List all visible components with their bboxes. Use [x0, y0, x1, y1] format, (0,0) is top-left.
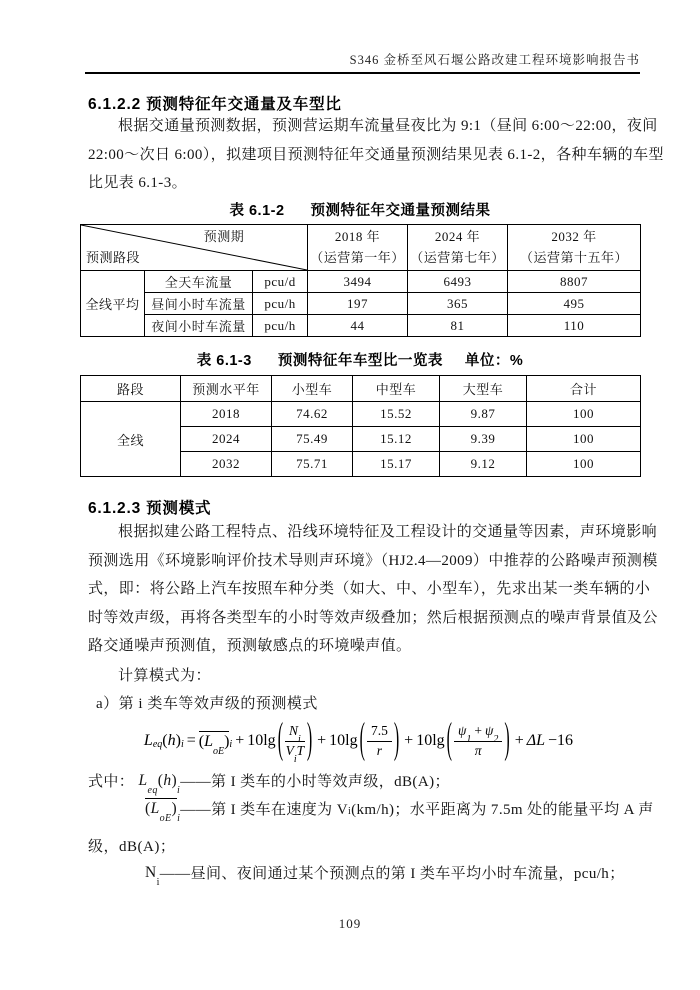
var-psi2: ψ: [484, 722, 494, 738]
var-deltaL: ΔL: [526, 732, 546, 749]
year-cell: 2018: [181, 402, 272, 427]
year-label: 2032 年: [551, 229, 597, 245]
column-header: 小型车: [272, 376, 353, 402]
sub-i: i: [298, 734, 301, 746]
item-a-line: a）第 i 类车等效声级的预测模式: [96, 696, 318, 712]
page-header-title: S346 金桥至风石堰公路改建工程环境影响报告书: [349, 53, 640, 67]
value-cell: 197: [308, 293, 408, 315]
paragraph-line: 预测选用《环境影响评价技术导则声环境》（HJ2.4—2009）中推荐的公路噪声预测模: [88, 552, 658, 569]
plus-sign: +: [317, 732, 327, 749]
plus-sign: +: [235, 732, 245, 749]
value-cell: 110: [508, 315, 641, 337]
sub-i: i: [293, 754, 297, 766]
where-label: 式中：: [88, 774, 135, 790]
value-cell: 74.62: [272, 402, 353, 427]
value-cell: 100: [527, 452, 641, 477]
paren: ): [175, 732, 181, 749]
coef-10lg: 10lg: [247, 732, 276, 749]
metric-unit: pcu/h: [253, 293, 308, 315]
var-LoE: L: [150, 799, 160, 817]
fraction-traffic: [285, 722, 305, 766]
table1-caption-title: 预测特征年交通量预测结果: [310, 203, 491, 219]
value-cell: 15.17: [353, 452, 440, 477]
column-header: 中型车: [353, 376, 440, 402]
paragraph-line: 路交通噪声预测值，预测敏感点的环境噪声值。: [88, 638, 412, 654]
sym-Leq: [134, 771, 181, 796]
paren: (: [198, 733, 205, 750]
equals-sign: =: [186, 732, 196, 749]
value-cell: 9.87: [440, 402, 527, 427]
sub-i: i: [177, 812, 181, 824]
calc-mode-line: 计算模式为：: [118, 668, 212, 684]
table-row: [81, 293, 641, 315]
year-label: 2018 年: [334, 229, 381, 245]
big-paren-left: (: [359, 716, 365, 763]
value-cell: 75.71: [272, 452, 353, 477]
var-LoE: L: [204, 733, 213, 750]
value-cell: 9.39: [440, 427, 527, 452]
year-header-2032: [508, 225, 641, 271]
table2-caption-unit: 单位：%: [464, 353, 524, 369]
value-cell: 81: [408, 315, 508, 337]
year-note: （运营第一年）: [310, 249, 405, 265]
page-number: 109: [338, 916, 362, 931]
sub-i: i: [156, 876, 160, 888]
section-heading-6122: 6.1.2.2 预测特征年交通量及车型比: [88, 96, 342, 113]
metric-name: 全天车流量: [145, 271, 253, 293]
fraction-angle: [454, 723, 502, 760]
sub-oE: oE: [212, 746, 225, 758]
paren: ): [171, 799, 178, 817]
table1-caption-label: 表 6.1-2: [229, 203, 285, 219]
year-cell: 2032: [181, 452, 272, 477]
table-row: [81, 271, 641, 293]
var-N: N: [145, 863, 157, 881]
paren: ): [224, 733, 230, 750]
value-cell: 44: [308, 315, 408, 337]
sub-1: 1: [466, 734, 472, 746]
column-header: 预测水平年: [181, 376, 272, 402]
value-cell: 495: [508, 293, 641, 315]
vehicle-type-ratio-table: [80, 375, 641, 477]
metric-unit: pcu/d: [253, 271, 308, 293]
big-paren-left: (: [446, 716, 452, 763]
diagonal-header-cell: [81, 225, 308, 271]
var-L: L: [138, 771, 148, 789]
sub-i: i: [347, 806, 352, 817]
table2-caption-title: 预测特征年车型比一览表: [277, 353, 443, 369]
paragraph-line: 比见表 6.1-3。: [88, 175, 187, 191]
value-cell: 6493: [408, 271, 508, 293]
metric-name: 夜间小时车流量: [145, 315, 253, 337]
table-row: [81, 315, 641, 337]
paren: (: [145, 799, 151, 817]
sym-LoE: [145, 799, 181, 824]
paren: ): [171, 771, 178, 789]
paragraph-line: 根据交通量预测数据，预测营运期车流量昼夜比为 9:1（昼间 6:00～22:00，夜间: [118, 118, 658, 134]
column-header: 合计: [527, 376, 641, 402]
paren: (: [157, 771, 164, 789]
var-T: T: [296, 742, 305, 758]
traffic-forecast-table: [80, 224, 641, 337]
var-h: h: [167, 732, 176, 749]
table2-caption-label: 表 6.1-3: [196, 353, 252, 369]
value-cell: 75.49: [272, 427, 353, 452]
mean-emission-level: [198, 731, 230, 758]
var-N: N: [289, 722, 299, 738]
paragraph-line: 式，即：将公路上汽车按照车种分类（如大、中、小型车），先求出某一类车辆的小: [88, 581, 651, 597]
value-cell: 9.12: [440, 452, 527, 477]
def2-wrap-line: 级，dB(A)；: [88, 839, 176, 855]
year-header-2018: [308, 225, 408, 271]
var-pi: π: [474, 742, 482, 758]
column-header: 路段: [81, 376, 181, 402]
value-cell: 100: [527, 402, 641, 427]
sub-eq: eq: [147, 784, 158, 796]
sub-2: 2: [493, 734, 499, 746]
big-paren-right: ): [504, 716, 510, 763]
year-cell: 2024: [181, 427, 272, 452]
paragraph-traffic: [88, 112, 664, 198]
table1-caption: [80, 199, 640, 220]
fraction-distance: [367, 723, 392, 760]
paragraph-line: 时等效声级，再将各类型车的小时等效声级叠加；然后根据预测点的噪声背景值及公: [88, 609, 658, 626]
var-h: h: [163, 771, 172, 789]
paragraph-line: 根据拟建公路工程特点、沿线环境特征及工程设计的交通量等因素，声环境影响: [118, 524, 658, 540]
coef-10lg: 10lg: [416, 732, 445, 749]
year-note: （运营第七年）: [410, 249, 505, 265]
var-V: V: [285, 742, 294, 758]
page-header: [85, 50, 640, 74]
paren: (: [162, 732, 168, 749]
var-r: r: [376, 742, 383, 758]
table2-caption: [80, 349, 640, 370]
big-paren-left: (: [277, 716, 284, 763]
column-header: 大型车: [440, 376, 527, 402]
value-cell: 15.52: [353, 402, 440, 427]
num-7-5: 7.5: [367, 723, 392, 742]
def2-line: [88, 798, 654, 824]
noise-level-formula: L $_{eq}$ ( h ) $_i$ = $(L_{oE})$ $_i$ + 10lg ( $\frac{N_i}{V_iT}$ ) + 10lg ( $\frac{7.5}{r}$ ) + 10lg ( $\frac{\psi_1+ \psi_2}{\pi}$ ) + ΔL −16: [143, 716, 574, 766]
value-cell: 365: [408, 293, 508, 315]
section-heading-6123: 6.1.2.3 预测模式: [88, 500, 212, 517]
plus-sign: +: [474, 722, 482, 738]
plus-sign: +: [404, 732, 414, 749]
def2-text: ——第 I 类车在速度为 V: [180, 802, 348, 818]
def3-text: ——昼间、夜间通过某个预测点的第 I 类车平均小时车流量，pcu/h；: [159, 866, 625, 882]
value-cell: 8807: [508, 271, 641, 293]
paragraph-model: [88, 518, 658, 661]
year-label: 2024 年: [434, 229, 481, 245]
metric-name: 昼间小时车流量: [145, 293, 253, 315]
group-label-cell: 全线: [81, 402, 181, 477]
diagonal-label-period: 预测期: [203, 229, 245, 244]
def1-text: ——第 I 类车的小时等效声级，dB(A)；: [180, 774, 450, 790]
year-header-2024: [408, 225, 508, 271]
table-row: [81, 402, 641, 427]
var-psi1: ψ: [457, 722, 467, 738]
value-cell: 3494: [308, 271, 408, 293]
formula-block: [80, 712, 640, 770]
coef-10lg: 10lg: [329, 732, 358, 749]
table-header-row: [81, 376, 641, 402]
def2-text-cont: (km/h)；水平距离为 7.5m 处的能量平均 A 声: [351, 802, 654, 818]
where-line: [88, 770, 640, 796]
sym-N: [145, 863, 160, 888]
sub-i: i: [177, 784, 181, 796]
value-cell: 15.12: [353, 427, 440, 452]
big-paren-right: ): [393, 716, 400, 763]
var-L: L: [143, 732, 153, 749]
sub-oE: oE: [159, 812, 172, 824]
big-paren-right: ): [306, 716, 313, 763]
group-label-cell: 全线平均: [81, 271, 145, 337]
year-note: （运营第十五年）: [520, 249, 629, 265]
paragraph-line: 22:00～次日 6:00），拟建项目预测特征年交通量预测结果见表 6.1-2，各种车辆的车型: [88, 146, 664, 163]
diagonal-label-road: 预测路段: [86, 249, 141, 265]
plus-sign: +: [514, 732, 524, 749]
value-cell: 100: [527, 427, 641, 452]
def3-line: [88, 862, 640, 888]
metric-unit: pcu/h: [253, 315, 308, 337]
const-minus16: −16: [548, 732, 574, 749]
